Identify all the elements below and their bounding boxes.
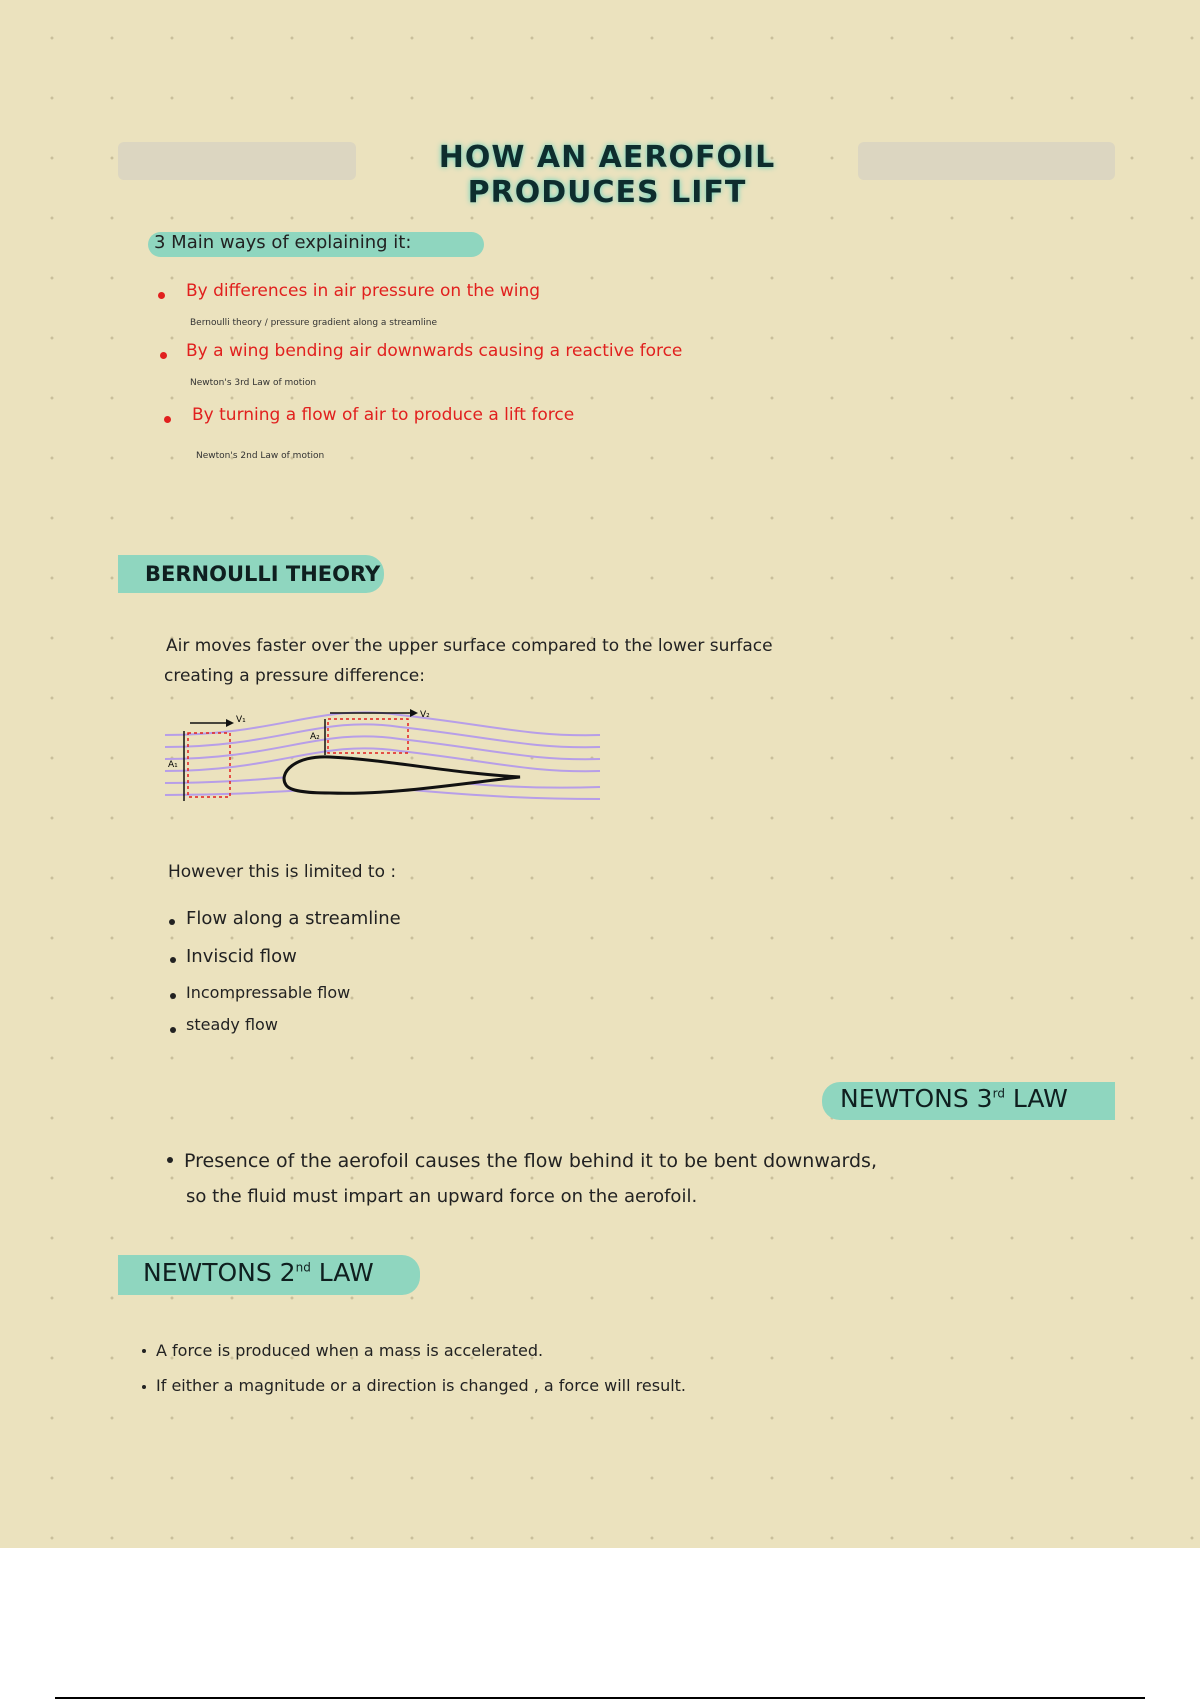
velocity-arrowhead-1 bbox=[226, 719, 234, 727]
footer-rule bbox=[55, 1697, 1145, 1699]
a2-label: A₂ bbox=[310, 732, 320, 742]
v2-label: V₂ bbox=[420, 710, 430, 720]
newton2-heading bbox=[143, 1258, 374, 1287]
title-bar-right bbox=[858, 142, 1115, 180]
red-bullet bbox=[164, 416, 171, 423]
limit-item: Flow along a streamline bbox=[186, 908, 401, 929]
title-bar-left bbox=[118, 142, 356, 180]
newton3-heading bbox=[840, 1084, 1068, 1113]
red-bullet bbox=[160, 352, 167, 359]
newton2-point-2: If either a magnitude or a direction is changed , a force will result. bbox=[156, 1376, 687, 1395]
limit-item: Incompressable flow bbox=[186, 983, 351, 1002]
bernoulli-heading: BERNOULLI THEORY bbox=[145, 562, 381, 586]
intro-heading: 3 Main ways of explaining it: bbox=[154, 232, 412, 253]
limit-heading: However this is limited to : bbox=[168, 862, 397, 882]
method-3-note: Newton's 2nd Law of motion bbox=[196, 451, 325, 461]
newton3-heading-end: LAW bbox=[1012, 1084, 1068, 1113]
method-3: By turning a flow of air to produce a lift force bbox=[192, 405, 575, 425]
control-area-1 bbox=[188, 733, 230, 797]
list-bullet bbox=[142, 1385, 146, 1389]
v1-label: V₁ bbox=[236, 715, 246, 725]
limit-item: Inviscid flow bbox=[186, 946, 297, 967]
newton2-heading-main: NEWTONS 2 bbox=[143, 1258, 296, 1287]
list-bullet bbox=[170, 1027, 176, 1033]
bernoulli-line-2: creating a pressure difference: bbox=[164, 666, 425, 686]
red-bullet bbox=[158, 292, 165, 299]
a1-label: A₁ bbox=[168, 760, 178, 770]
method-1: By differences in air pressure on the wing bbox=[186, 281, 541, 301]
method-2: By a wing bending air downwards causing a reactive force bbox=[186, 341, 683, 361]
list-bullet bbox=[170, 957, 176, 963]
page-title: HOW AN AEROFOIL PRODUCES LIFT bbox=[438, 140, 776, 210]
bernoulli-line-1: Air moves faster over the upper surface compared to the lower surface bbox=[166, 636, 773, 656]
list-bullet bbox=[170, 993, 176, 999]
newton3-line-2: so the fluid must impart an upward force on the aerofoil. bbox=[186, 1186, 698, 1207]
list-bullet bbox=[169, 919, 175, 925]
newton3-heading-sup: rd bbox=[992, 1086, 1005, 1101]
limit-item: steady flow bbox=[186, 1015, 278, 1034]
method-2-note: Newton's 3rd Law of motion bbox=[190, 378, 317, 388]
list-bullet bbox=[167, 1157, 173, 1163]
newton2-point-1: A force is produced when a mass is accelerated. bbox=[156, 1341, 544, 1360]
newton2-heading-end: LAW bbox=[318, 1258, 374, 1287]
aerofoil-streamline-diagram bbox=[160, 705, 620, 815]
newton3-line-1: Presence of the aerofoil causes the flow behind it to be bent downwards, bbox=[184, 1150, 877, 1172]
list-bullet bbox=[142, 1349, 146, 1353]
method-1-note: Bernoulli theory / pressure gradient along a streamline bbox=[190, 318, 438, 328]
newton3-heading-main: NEWTONS 3 bbox=[840, 1084, 993, 1113]
newton2-heading-sup: nd bbox=[295, 1260, 311, 1275]
